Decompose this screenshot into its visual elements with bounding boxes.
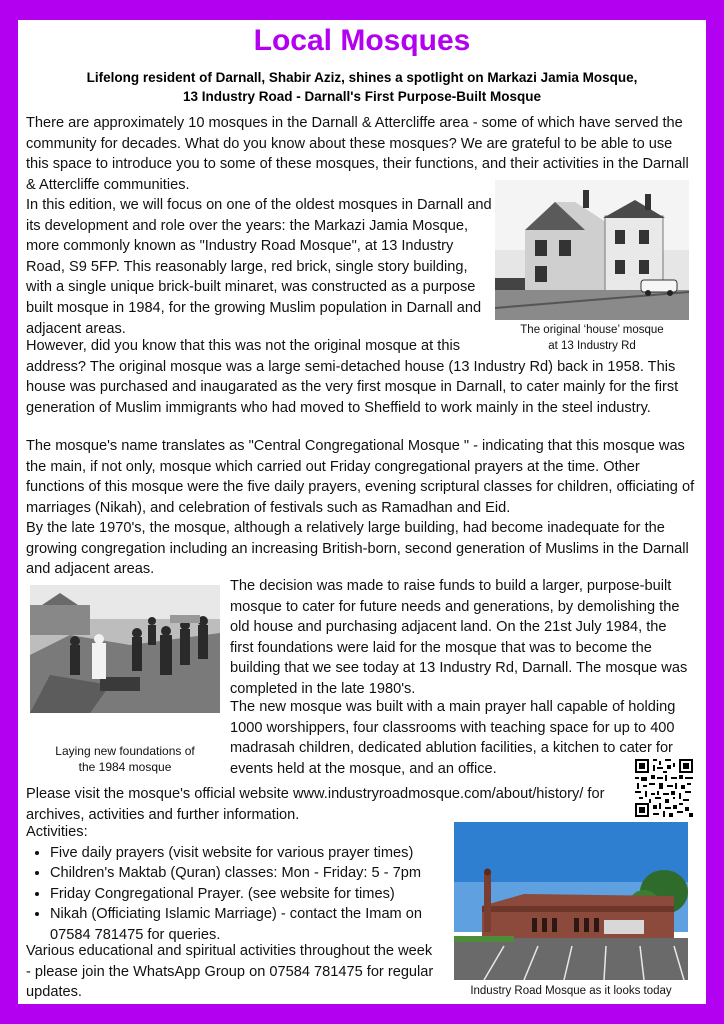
website-paragraph: Please visit the mosque's official website www.industryroadmosque.com/about/history/ for archives, activities and further information. bbox=[26, 786, 605, 823]
page-subtitle bbox=[28, 68, 696, 106]
history-lead: However, did you know that this was not the original mosque at this bbox=[26, 338, 460, 354]
mosque-today-photo bbox=[454, 822, 688, 980]
original-house-caption: The original ‘house’ mosque at 13 Industry Rd bbox=[520, 324, 664, 352]
focus-paragraph: In this edition, we will focus on one of the oldest mosques in Darnall and its development and role over the years: the Markazi Jamia Mosque, more commonly known as "Industry Road Mosque", at 13 Industry Road, S9 5FP. This reasonably large, red brick, single story building, with a single unique brick-built minaret, was constructed as a purpose built mosque in 1984, for the growing Muslim population in Darnall and adjacent areas. bbox=[26, 197, 492, 337]
list-item: • Children's Maktab (Quran) classes: Mon - Friday: 5 - 7pm bbox=[50, 863, 446, 884]
decision-paragraph: The decision was made to raise funds to build a larger, purpose-built mosque to cater for future needs and generations, by demolishing the old house and purchasing adjacent land. On the 21st July 1984, the first foundations were laid for the mosque that was to become the building that we see today at 13 Industry Rd, Darnall. The mosque was completed in the late 1980's. bbox=[230, 578, 688, 697]
foundations-photo bbox=[30, 585, 220, 713]
activities-list bbox=[26, 843, 446, 946]
inadequate-paragraph: By the late 1970's, the mosque, although a relatively large building, had become inadequate for the growing congregation including an increasing British-born, second generation of Muslims in the Darnall and adjacent areas. bbox=[26, 520, 689, 578]
subtitle-line-1: Lifelong resident of Darnall, Shabir Aziz, shines a spotlight on Markazi Jamia Mosque, bbox=[86, 70, 638, 85]
intro-paragraph: There are approximately 10 mosques in the Darnall & Attercliffe area - some of which have served the community for decades. What do you know about these mosques? We are grateful to be able to use this space to introduce you to some of these mosques, their functions, and their activities in the Darnall & Attercliffe communities. bbox=[26, 115, 689, 193]
activities-heading: Activities: bbox=[26, 824, 88, 840]
new-mosque-paragraph: The new mosque was built with a main prayer hall capable of holding 1000 worshippers, four classrooms with teaching space for up to 400 madrasah children, dedicated ablution facilities, a kitchen to cater for events held at the mosque, and an office. bbox=[230, 699, 676, 777]
activities-section bbox=[26, 822, 446, 946]
page-title: Local Mosques bbox=[253, 24, 471, 57]
history-rest: address? The original mosque was a large semi-detached house (13 Industry Rd) back in 1958. This house was purchased and inaugarated as the very first mosque in Darnall, to cater mainly for the first generation of Muslim immigrants who had moved to Sheffield to work mainly in the steel industry. bbox=[26, 358, 679, 416]
whatsapp-paragraph: Various educational and spiritual activities throughout the week - please join the WhatsApp Group on 07584 781475 for regular updates. bbox=[26, 943, 434, 1001]
qr-code-icon[interactable] bbox=[635, 759, 693, 817]
list-item: • Nikah (Officiating Islamic Marriage) - contact the Imam on 07584 781475 for queries. bbox=[50, 904, 446, 945]
list-item: • Friday Congregational Prayer. (see website for times) bbox=[50, 884, 446, 905]
newsletter-page bbox=[18, 20, 706, 1004]
foundations-caption: Laying new foundations of the 1984 mosque bbox=[55, 744, 195, 774]
subtitle-line-2: 13 Industry Road - Darnall's First Purpose-Built Mosque bbox=[182, 89, 541, 104]
history-paragraph bbox=[26, 336, 698, 418]
original-house-photo bbox=[495, 180, 689, 320]
mosque-today-caption: Industry Road Mosque as it looks today bbox=[470, 985, 672, 997]
list-item: • Five daily prayers (visit website for various prayer times) bbox=[50, 843, 446, 864]
name-meaning-paragraph: The mosque's name translates as "Central Congregational Mosque " - indicating that this mosque was the main, if not only, mosque which carried out Friday congregational prayers at the time. Other functions of this mosque were the five daily prayers, evening scriptural classes for children, officiating of marriages (Nikah), and celebration of festivals such as Ramadhan and Eid. bbox=[26, 438, 695, 516]
